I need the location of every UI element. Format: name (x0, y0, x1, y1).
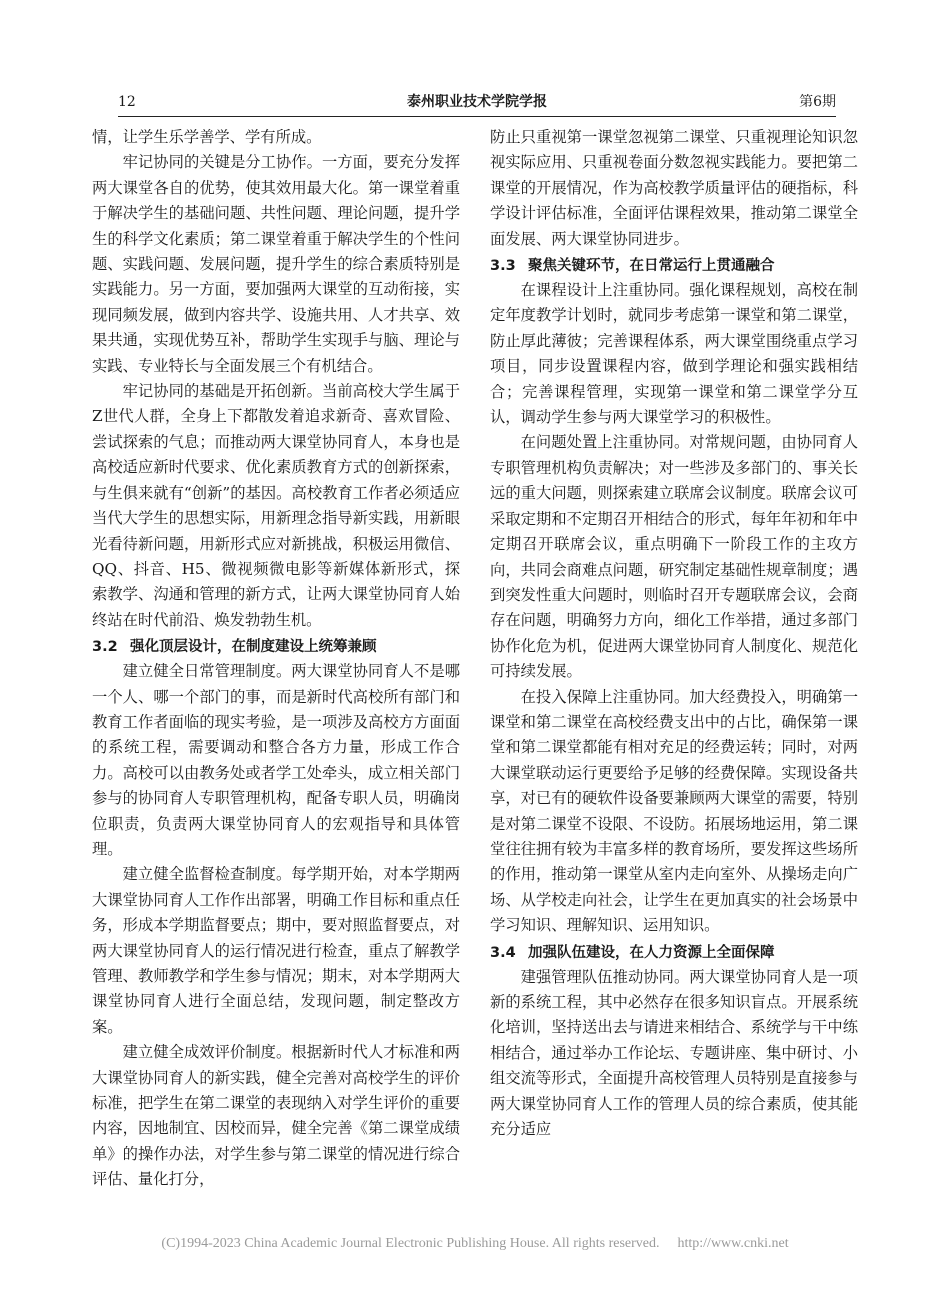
paragraph: 建立健全日常管理制度。两大课堂协同育人不是哪一个人、哪一个部门的事，而是新时代高校所有部门和教育工作者面临的现实考验，是一项涉及高校方方面面的系统工程，需要调动和整合各方力量，形成工作合力。高校可以由教务处或者学工处牵头，成立相关部门参与的协同育人专职管理机构，配备专职人员，明确岗位职责，负责两大课堂协同育人的宏观指导和具体管理。 (92, 662, 460, 858)
right-column (490, 125, 858, 1142)
journal-title: 泰州职业技术学院学报 (407, 94, 547, 110)
paragraph: 建强管理队伍推动协同。两大课堂协同育人是一项新的系统工程，其中必然存在很多知识盲点。开展系统化培训，坚持送出去与请进来相结合、系统学与干中练相结合，通过举办工作论坛、专题讲座、集中研讨、小组交流等形式，全面提升高校管理人员特别是直接参与两大课堂协同育人工作的管理人员的综合素质，使其能充分适应 (490, 967, 858, 1139)
section-heading-3-4 (490, 941, 858, 965)
footer-url: http://www.cnki.net (677, 1236, 789, 1251)
section-heading-3-3 (490, 254, 858, 278)
paragraph: 在课程设计上注重协同。强化课程规划，高校在制定年度教学计划时，就同步考虑第一课堂和第二课堂，防止厚此薄彼；完善课程体系，两大课堂围绕重点学习项目，同步设置课程内容，做到学理论和强实践相结合；完善课程管理，实现第一课堂和第二课堂学分互认，调动学生参与两大课堂学习的积极性。 (490, 281, 858, 427)
paragraph: 牢记协同的基础是开拓创新。当前高校大学生属于Z世代人群，全身上下都散发着追求新奇、喜欢冒险、尝试探索的气息；而推动两大课堂协同育人，本身也是高校适应新时代要求、优化素质教育方式的创新探索，与生俱来就有“创新”的基因。高校教育工作者必须适应当代大学生的思想实际，用新理念指导新实践，用新眼光看待新问题，用新形式应对新挑战，积极运用微信、QQ、抖音、H5、微视频微电影等新媒体新形式，探索教学、沟通和管理的新方式，让两大课堂协同育人始终站在时代前沿、焕发勃勃生机。 (92, 382, 460, 629)
issue-label: 第6期 (799, 94, 836, 110)
paragraph: 牢记协同的关键是分工协作。一方面，要充分发挥两大课堂各自的优势，使其效用最大化。第一课堂着重于解决学生的基础问题、共性问题、理论问题，提升学生的科学文化素质；第二课堂着重于解决学生的个性问题、实践问题、发展问题，提升学生的综合素质特别是实践能力。另一方面，要加强两大课堂的互动衔接，实现同频发展，做到内容共学、设施共用、人才共享、效果共通，实现优势互补，帮助学生实现手与脑、理论与实践、专业特长与全面发展三个有机结合。 (92, 153, 460, 375)
copyright-footer (0, 1236, 950, 1252)
running-header (118, 92, 836, 116)
section-heading-3-2 (92, 635, 460, 659)
left-column (92, 125, 460, 1193)
paragraph: 建立健全监督检查制度。每学期开始，对本学期两大课堂协同育人工作作出部署，明确工作目标和重点任务，形成本学期监督要点；期中，要对照监督要点，对两大课堂协同育人的运行情况进行检查，重点了解教学管理、教师教学和学生参与情况；期末，对本学期两大课堂协同育人进行全面总结，发现问题，制定整改方案。 (92, 865, 460, 1036)
paragraph: 防止只重视第一课堂忽视第二课堂、只重视理论知识忽视实际应用、只重视卷面分数忽视实践能力。要把第二课堂的开展情况，作为高校教学质量评估的硬指标，科学设计评估标准，全面评估课程效果，推动第二课堂全面发展、两大课堂协同进步。 (490, 128, 858, 248)
section-number: 3.2 (92, 639, 118, 656)
section-number: 3.4 (490, 944, 516, 961)
header-rule (118, 116, 836, 117)
paragraph: 建立健全成效评价制度。根据新时代人才标准和两大课堂协同育人的新实践，健全完善对高校学生的评价标准，把学生在第二课堂的表现纳入对学生评价的重要内容，因地制宜、因校而异，健全完善《第二课堂成绩单》的操作办法，对学生参与第二课堂的情况进行综合评估、量化打分， (92, 1043, 460, 1189)
section-title: 加强队伍建设，在人力资源上全面保障 (528, 944, 775, 961)
copyright-text: (C)1994-2023 China Academic Journal Electronic Publishing House. All rights reserved. (161, 1236, 660, 1251)
paragraph: 情，让学生乐学善学、学有所成。 (92, 128, 322, 146)
page-number: 12 (118, 94, 136, 110)
section-title: 聚焦关键环节，在日常运行上贯通融合 (528, 258, 775, 275)
section-number: 3.3 (490, 258, 516, 275)
section-title: 强化顶层设计，在制度建设上统筹兼顾 (130, 639, 377, 656)
paragraph: 在问题处置上注重协同。对常规问题，由协同育人专职管理机构负责解决；对一些涉及多部门的、事关长远的重大问题，则探索建立联席会议制度。联席会议可采取定期和不定期召开相结合的形式，每年年初和年中定期召开联席会议，重点明确下一阶段工作的主攻方向，共同会商难点问题，研究制定基础性规章制度；遇到突发性重大问题时，则临时召开专题联席会议，会商存在问题，明确努力方向，细化工作举措，通过多部门协作化危为机，促进两大课堂协同育人制度化、规范化可持续发展。 (490, 433, 858, 681)
paragraph: 在投入保障上注重协同。加大经费投入，明确第一课堂和第二课堂在高校经费支出中的占比，确保第一课堂和第二课堂都能有相对充足的经费运转；同时，对两大课堂联动运行更要给予足够的经费保障。实现设备共享，对已有的硬软件设备要兼顾两大课堂的需要，特别是对第二课堂不设限、不设防。拓展场地运用，第二课堂往往拥有较为丰富多样的教育场所，要发挥这些场所的作用，推动第一课堂从室内走向室外、从操场走向广场、从学校走向社会，让学生在更加真实的社会场景中学习知识、理解知识、运用知识。 (490, 687, 858, 935)
